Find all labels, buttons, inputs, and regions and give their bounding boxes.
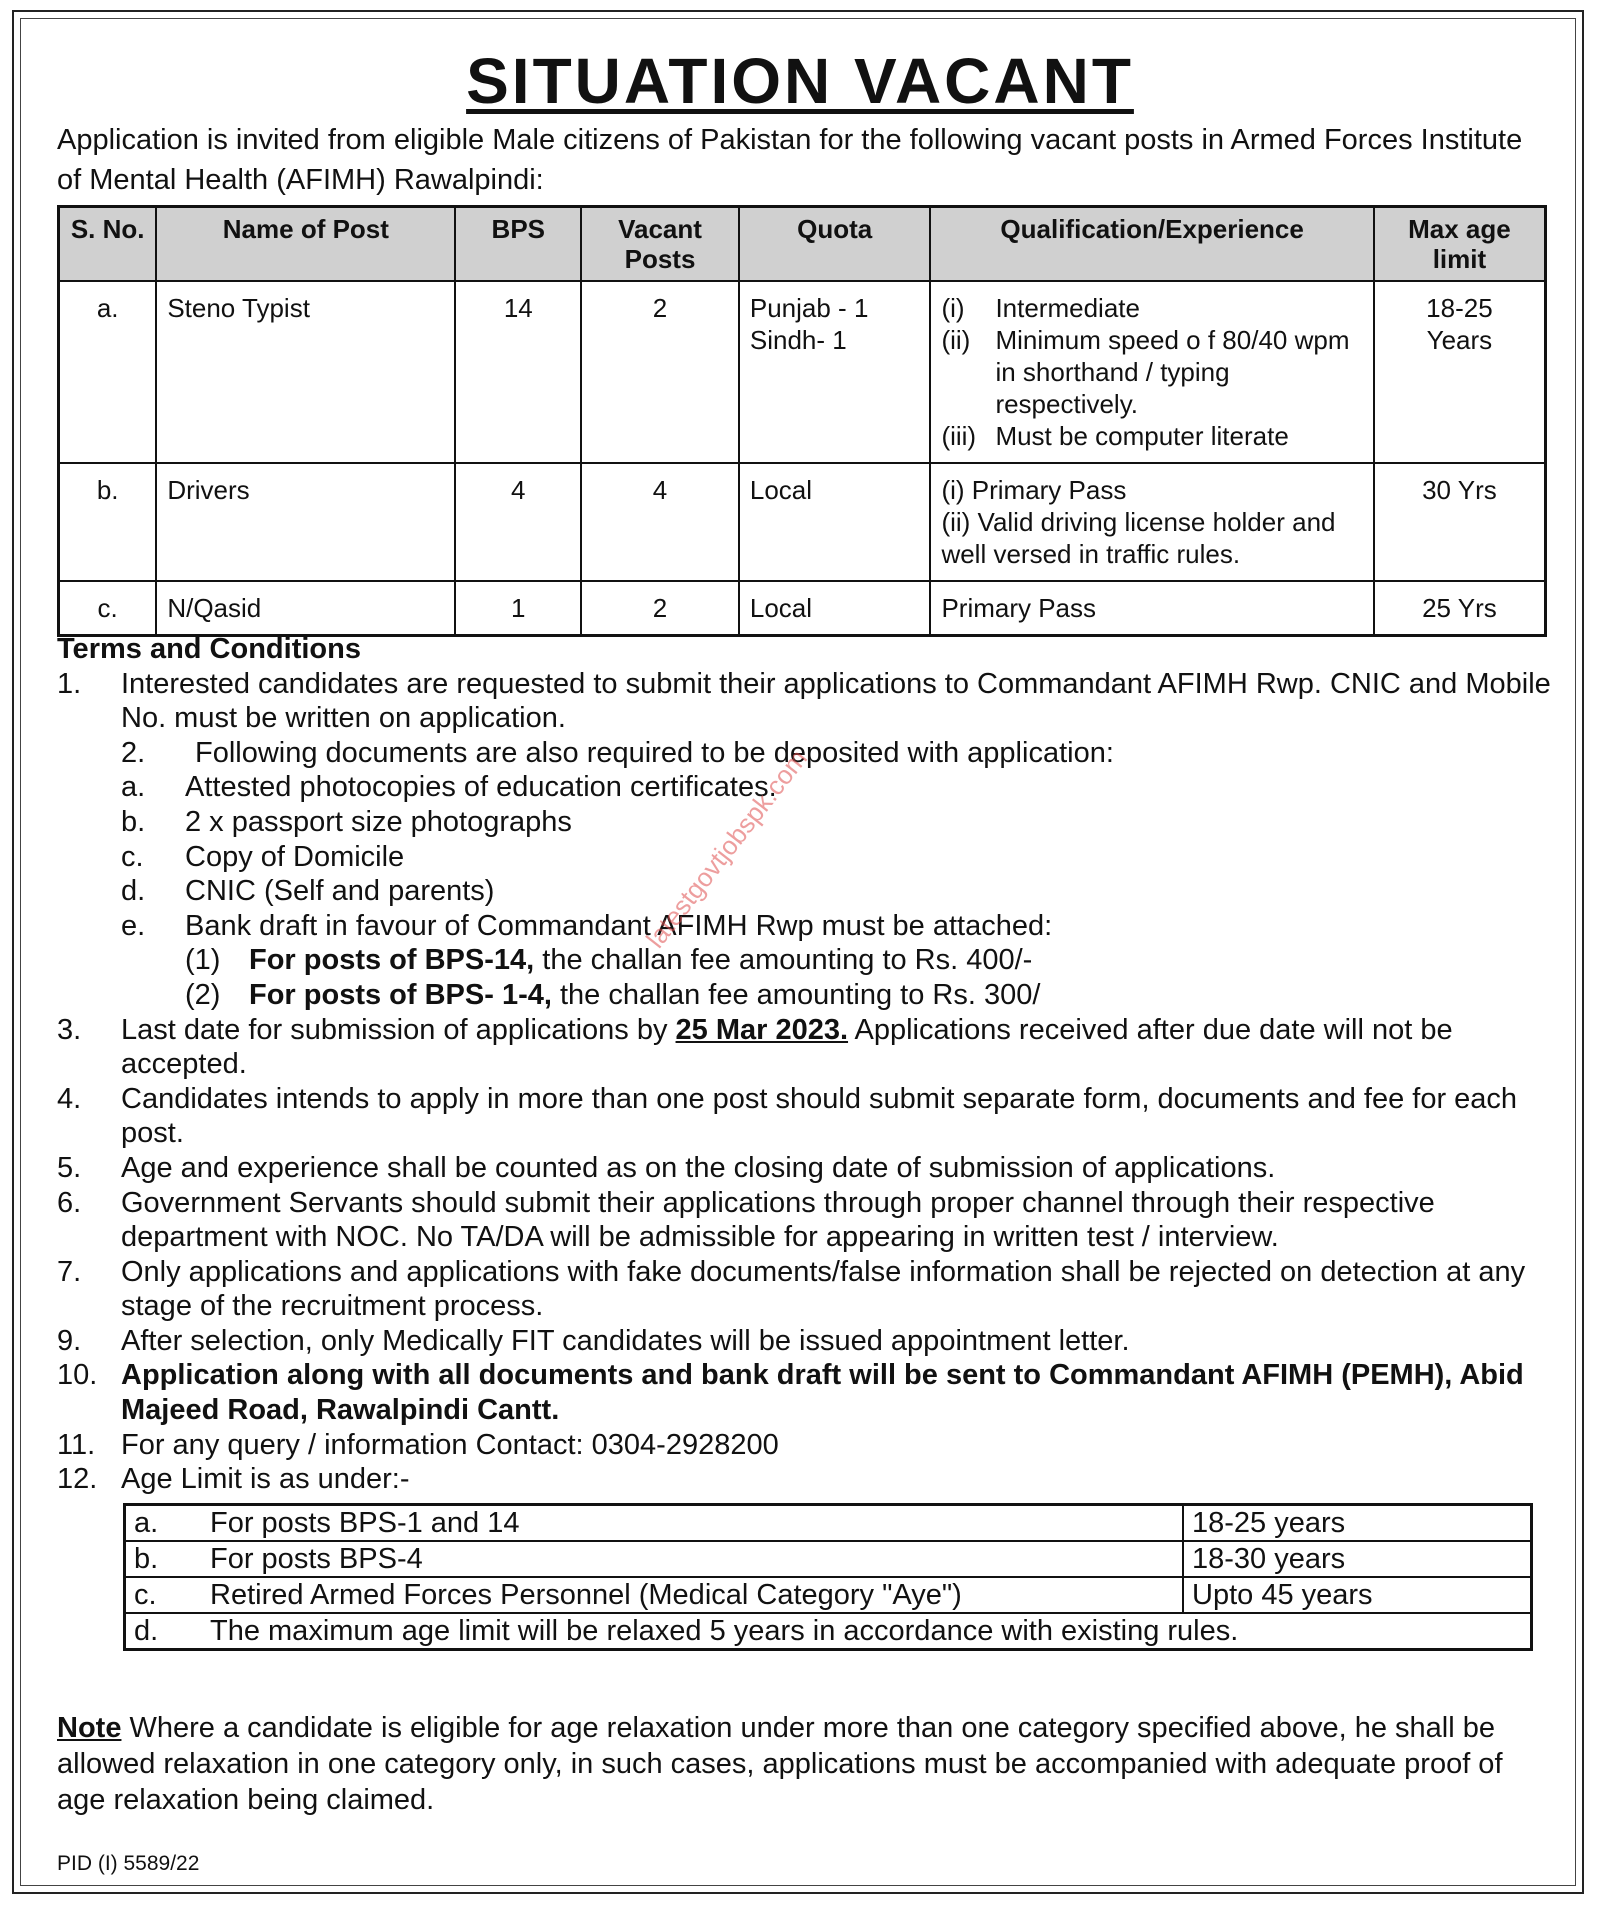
page-title: SITUATION VACANT — [466, 45, 1134, 117]
term-number: 1. — [57, 667, 82, 700]
note-paragraph — [57, 1710, 1547, 1818]
cell-age — [1374, 281, 1546, 463]
cell-bps: 14 — [455, 281, 581, 463]
cell-qualification — [930, 281, 1373, 463]
qual-text: Must be computer literate — [995, 421, 1289, 451]
terms-heading: Terms and Conditions — [57, 633, 361, 665]
qual-text: Intermediate — [995, 293, 1140, 323]
cell-bps: 4 — [455, 463, 581, 581]
qual-num: (i) — [941, 293, 965, 323]
age-letter: b. — [125, 1541, 203, 1577]
cell-quota — [739, 281, 931, 463]
header-vacant: Vacant Posts — [581, 207, 739, 282]
doc-text: Attested photocopies of education certificates. — [185, 771, 777, 804]
qual-text: Minimum speed o f 80/40 wpm in shorthand / typing respectively. — [995, 325, 1350, 419]
term-text: Following documents are also required to be deposited with application: — [195, 736, 1114, 769]
age-category: For posts BPS-4 — [202, 1541, 1183, 1577]
qual-text: (ii) Valid driving license holder and well versed in traffic rules. — [941, 507, 1336, 569]
term-number: 2. — [121, 736, 146, 769]
cell-age: 25 Yrs — [1374, 581, 1546, 636]
cell-vacant: 2 — [581, 581, 739, 636]
age-value: 18-25 years — [1183, 1504, 1532, 1541]
age-letter: d. — [125, 1613, 203, 1650]
quota-line: Punjab - 1 — [749, 293, 869, 323]
age-line: 18-25 — [1426, 293, 1493, 323]
term-text: Government Servants should submit their applications through proper channel through their respective department with NOC. No TA/DA will be admissible for appearing in written test / interview. — [121, 1186, 1435, 1254]
note-label: Note — [57, 1712, 122, 1744]
age-category: Retired Armed Forces Personnel (Medical Category "Aye") — [202, 1577, 1183, 1613]
cell-qualification — [930, 463, 1373, 581]
fee-bold: For posts of BPS-14, — [249, 944, 535, 977]
doc-letter: e. — [121, 909, 146, 942]
header-age: Max age limit — [1374, 207, 1546, 282]
cell-sno: a. — [59, 281, 157, 463]
cell-sno: c. — [59, 581, 157, 636]
doc-text: Copy of Domicile — [185, 840, 405, 873]
term-number: 12. — [57, 1463, 98, 1496]
cell-sno: b. — [59, 463, 157, 581]
term-text: After selection, only Medically FIT candidates will be issued appointment letter. — [121, 1324, 1130, 1357]
term-text: Age and experience shall be counted as on the closing date of submission of applications. — [121, 1151, 1276, 1184]
header-sno: S. No. — [59, 207, 157, 282]
table-row — [125, 1541, 1532, 1577]
term-text: Candidates intends to apply in more than one post should submit separate form, documents and fee for each post. — [121, 1082, 1518, 1150]
cell-vacant: 2 — [581, 281, 739, 463]
table-row — [125, 1577, 1532, 1613]
age-limit-table — [123, 1503, 1533, 1651]
doc-letter: c. — [121, 840, 144, 873]
term-text: Application along with all documents and bank draft will be sent to Commandant AFIMH (PEMH), Abid Majeed Road, Rawalpindi Cantt. — [121, 1359, 1524, 1427]
doc-text: 2 x passport size photographs — [185, 805, 572, 838]
fee-number: (2) — [185, 978, 221, 1011]
term-number: 5. — [57, 1151, 82, 1184]
term-text: Applications received after due date will not be accepted. — [121, 1013, 1453, 1081]
pid-number: PID (I) 5589/22 — [57, 1852, 200, 1875]
header-bps: BPS — [455, 207, 581, 282]
qual-num: (iii) — [941, 421, 977, 451]
age-category: The maximum age limit will be relaxed 5 years in accordance with existing rules. — [202, 1613, 1532, 1650]
cell-vacant: 4 — [581, 463, 739, 581]
term-number: 4. — [57, 1082, 82, 1115]
age-line: Years — [1426, 325, 1493, 355]
doc-text: CNIC (Self and parents) — [185, 875, 495, 908]
intro-paragraph: Application is invited from eligible Male citizens of Pakistan for the following vacant posts in Armed Forces Institute of Mental Health (AFIMH) Rawalpindi: — [57, 124, 1523, 196]
table-header-row — [59, 207, 1546, 282]
cell-quota: Local — [739, 463, 931, 581]
table-row — [125, 1504, 1532, 1541]
term-number: 3. — [57, 1013, 82, 1046]
terms-section — [57, 632, 1557, 1651]
header-quota: Quota — [739, 207, 931, 282]
quota-line: Sindh- 1 — [749, 325, 847, 355]
cell-post: N/Qasid — [156, 581, 455, 636]
term-number: 10. — [57, 1359, 98, 1392]
table-row — [59, 581, 1546, 636]
fee-text: the challan fee amounting to Rs. 400/- — [534, 944, 1033, 977]
fee-text: the challan fee amounting to Rs. 300/ — [551, 978, 1041, 1011]
age-value: 18-30 years — [1183, 1541, 1532, 1577]
doc-letter: b. — [121, 805, 146, 838]
age-category: For posts BPS-1 and 14 — [202, 1504, 1183, 1541]
age-letter: c. — [125, 1577, 203, 1613]
fee-number: (1) — [185, 944, 221, 977]
header-qualification: Qualification/Experience — [930, 207, 1373, 282]
table-row — [59, 463, 1546, 581]
cell-post: Steno Typist — [156, 281, 455, 463]
doc-letter: d. — [121, 875, 146, 908]
cell-bps: 1 — [455, 581, 581, 636]
term-number: 11. — [57, 1428, 96, 1461]
qual-num: (ii) — [941, 325, 971, 355]
age-value: Upto 45 years — [1183, 1577, 1532, 1613]
term-text: Only applications and applications with fake documents/false information shall be rejected on detection at any stage of the recruitment process. — [121, 1255, 1526, 1323]
table-row — [125, 1613, 1532, 1650]
vacancy-table — [57, 205, 1547, 637]
term-number: 7. — [57, 1255, 82, 1288]
doc-text: Bank draft in favour of Commandant AFIMH Rwp must be attached: — [185, 909, 1053, 942]
term-text: For any query / information Contact: 0304-2928200 — [121, 1428, 779, 1461]
cell-quota: Local — [739, 581, 931, 636]
age-letter: a. — [125, 1504, 203, 1541]
term-text: Age Limit is as under:- — [121, 1463, 410, 1496]
qual-text: (i) Primary Pass — [941, 475, 1127, 505]
last-date: 25 Mar 2023. — [675, 1013, 849, 1046]
term-text: Last date for submission of applications by — [121, 1013, 676, 1046]
cell-age: 30 Yrs — [1374, 463, 1546, 581]
watermark: latestgovtjobspk.com — [640, 743, 814, 954]
term-number: 6. — [57, 1186, 82, 1219]
cell-qualification: Primary Pass — [930, 581, 1373, 636]
header-post: Name of Post — [156, 207, 455, 282]
table-row — [59, 281, 1546, 463]
doc-letter: a. — [121, 771, 146, 804]
term-text: Interested candidates are requested to submit their applications to Commandant AFIMH Rwp. CNIC and Mobile No. must be written on application. — [121, 667, 1551, 735]
cell-post: Drivers — [156, 463, 455, 581]
note-text: Where a candidate is eligible for age relaxation under more than one category specified above, he shall be allowed relaxation in one category only, in such cases, applications must be accompanied with adequate proof of age relaxation being claimed. — [57, 1712, 1503, 1816]
fee-bold: For posts of BPS- 1-4, — [249, 978, 552, 1011]
term-number: 9. — [57, 1324, 82, 1357]
